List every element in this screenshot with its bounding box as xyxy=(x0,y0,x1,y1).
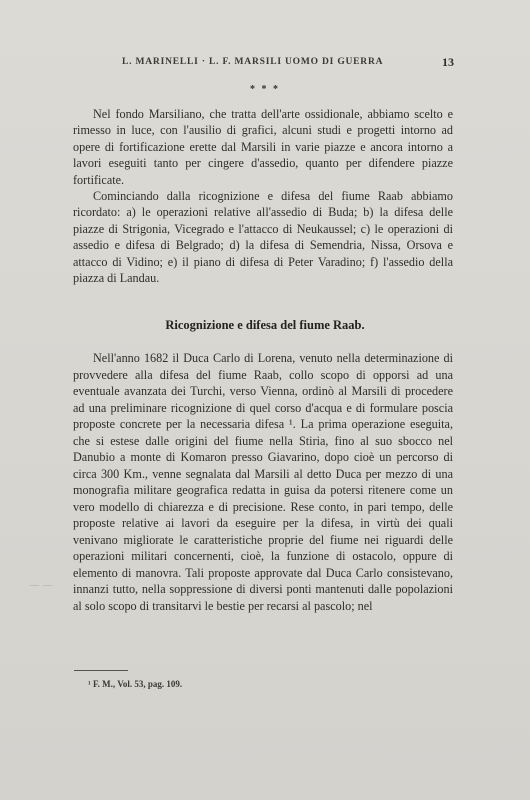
section-text xyxy=(73,350,453,614)
page-header xyxy=(74,55,454,71)
paragraph: Nell'anno 1682 il Duca Carlo di Lorena, venuto nella determinazione di provvedere alla difesa del fiume Raab, collo scopo di opporsi ad una eventuale avanzata dei Turchi, verso Vienna, ordinò al Marsili di procedere ad una preliminare ricognizione di quel corso d'acqua e di formulare poscia proposte concrete per la necessaria difesa ¹. La prima operazione eseguita, che si estese dalle origini del fiume nella Stiria, fino al suo sbocco nel Danubio a monte di Komaron presso Giavarino, dopo cioè un percorso di circa 300 Km., venne segnalata dal Marsili al detto Duca per mezzo di una monografia militare geografica redatta in guisa da potersi ritenere come un vero modello di chiarezza e di precisione. Rese conto, in pari tempo, delle proposte relative ai lavori da eseguire per la difesa, in virtù dei quali venivano migliorate le caratteristiche proprie del fiume nei riguardi delle operazioni militari concernenti, cioè, la funzione di ostacolo, oppure di elemento di manovra. Tali proposte approvate dal Duca Carlo consistevano, innanzi tutto, nella soppressione di diversi ponti mantenuti dalle popolazioni al solo scopo di transitarvi le bestie per recarsi al pascolo; nel xyxy=(73,351,453,613)
footnote: ¹ F. M., Vol. 53, pag. 109. xyxy=(88,679,183,689)
paragraph: Cominciando dalla ricognizione e difesa del fiume Raab abbiamo ricordato: a) le operazioni relative all'assedio di Buda; b) la difesa delle piazze di Strigonia, Vicegrado e l'attacco di Neukaussel; c) le operazioni di assedio e difesa di Belgrado; d) la difesa di Semendria, Nissa, Orsova e attacco di Vidino; e) il piano di difesa di Peter Varadino; f) l'assedio della piazza di Landau. xyxy=(73,189,453,286)
section-title: Ricognizione e difesa del fiume Raab. xyxy=(165,318,365,332)
intro-text xyxy=(73,106,453,286)
paragraph: Nel fondo Marsiliano, che tratta dell'arte ossidionale, abbiamo scelto e rimesso in luce, con l'ausilio di grafici, alcuni studi e progetti intorno ad opere di fortificazione erette dal Marsili in varie piazze e ancora intorno a lavori eseguiti tanto per cingere d'assedio, quanto per difendere piazze fortificate. xyxy=(73,107,453,187)
footnote-rule xyxy=(74,670,128,671)
running-head: L. MARINELLI · L. F. MARSILI UOMO DI GUERRA xyxy=(122,57,384,67)
page-number: 13 xyxy=(442,55,454,69)
margin-mark: — — xyxy=(30,580,54,590)
section-ornament: * * * xyxy=(250,84,280,95)
